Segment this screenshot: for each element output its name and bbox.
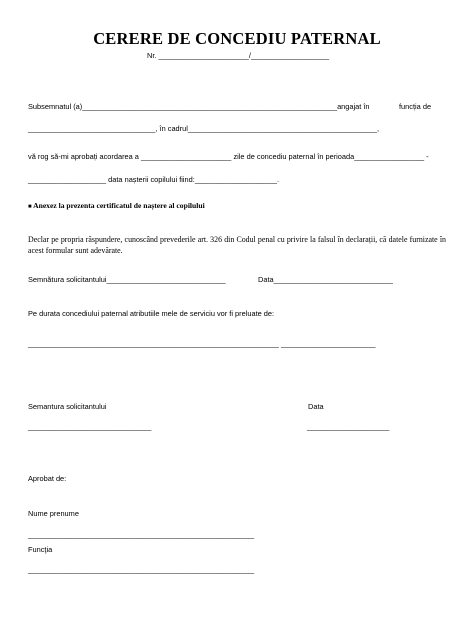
annex-text: Anexez la prezenta certificatul de naștere al copilului xyxy=(33,201,205,210)
approver-name-line[interactable]: _______________________________________________________ xyxy=(28,530,255,539)
annex-note xyxy=(28,201,205,212)
applicant-signature-field[interactable]: Semnătura solicitantului_____________________________ xyxy=(28,275,226,284)
applicant-signature-label: Semantura solicitantului xyxy=(28,402,107,411)
declaration-paragraph: Declar pe propria răspundere, cunoscând prevederile art. 326 din Codul penal cu privire la falsul în declarații, că datele furnizate în acest formular sunt adevărate. xyxy=(28,235,446,255)
approver-function-line[interactable]: _______________________________________________________ xyxy=(28,565,255,574)
child-birth-date-field[interactable]: ___________________ data nașterii copilului fiind:____________________. xyxy=(28,175,280,184)
applicant-signature-line[interactable]: ______________________________ xyxy=(28,422,152,431)
date-label: Data xyxy=(308,402,324,411)
approver-name-label: Nume prenume xyxy=(28,509,79,518)
employee-name-field[interactable]: Subsemnatul (a)______________________________________________________________angajat în xyxy=(28,102,370,111)
approved-by-label: Aprobat de: xyxy=(28,474,67,483)
duties-replacement-signature-field[interactable]: _______________________ xyxy=(281,339,376,348)
leave-days-period-field[interactable]: vă rog să-mi aprobați acordarea a ______________________ zile de concediu paternal în perioada_________________ - xyxy=(28,152,429,161)
registration-number-field[interactable]: Nr. ______________________/___________________ xyxy=(147,51,330,60)
duties-replacement-name-field[interactable]: _____________________________________________________________ xyxy=(28,339,279,348)
duties-transfer-label: Pe durata concediului paternal atributiile mele de serviciu vor fi preluate de: xyxy=(28,309,275,318)
bullet-square-icon: ■ xyxy=(28,204,32,210)
job-department-field[interactable]: _______________________________, în cadrul______________________________________________, xyxy=(28,124,380,133)
job-title-label: funcția de xyxy=(399,102,432,111)
document-title: CERERE DE CONCEDIU PATERNAL xyxy=(93,29,381,48)
date-line[interactable]: ____________________ xyxy=(307,422,390,431)
approver-function-label: Funcţia xyxy=(28,545,53,554)
signature-date-field[interactable]: Data_____________________________ xyxy=(258,275,393,284)
